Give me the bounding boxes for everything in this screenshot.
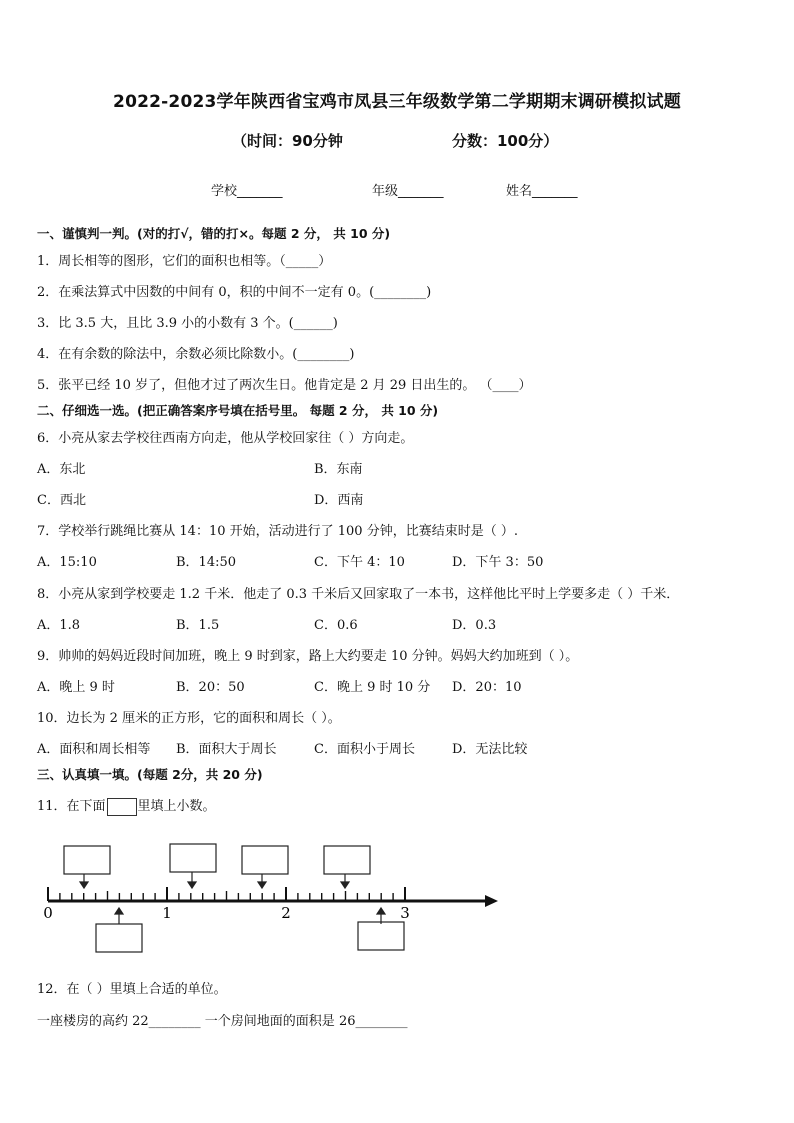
answer-box-top-3[interactable]	[242, 846, 288, 874]
q7-option-b[interactable]: B．14:50	[176, 555, 237, 570]
q9-option-a[interactable]: A．晚上 9 时	[37, 680, 115, 695]
answer-box-bottom-2[interactable]	[358, 922, 404, 950]
q6-option-d[interactable]: D．西南	[314, 493, 364, 508]
question-7: 7．学校举行跳绳比赛从 14：10 开始，活动进行了 100 分钟，比赛结束时是（ ）.	[37, 524, 518, 539]
question-5: 5．张平已经 10 岁了，但他才过了两次生日。他肯定是 2 月 29 日出生的。 （____）	[37, 378, 532, 393]
q10-option-d[interactable]: D．无法比较	[452, 742, 528, 757]
q11-text-after: 里填上小数。	[137, 799, 216, 814]
q9-option-c[interactable]: C．晚上 9 时 10 分	[314, 680, 431, 695]
school-field[interactable]: 学校_______	[211, 184, 283, 199]
numberline-label-2: 2	[281, 904, 291, 922]
answer-box-bottom-1[interactable]	[96, 924, 142, 952]
question-1: 1．周长相等的图形，它们的面积也相等。（_____）	[37, 254, 332, 269]
question-6: 6．小亮从家去学校往西南方向走，他从学校回家往（ ）方向走。	[37, 431, 414, 446]
q9-option-d[interactable]: D．20：10	[452, 680, 522, 695]
answer-box-top-2[interactable]	[170, 844, 216, 872]
name-field[interactable]: 姓名_______	[506, 184, 578, 199]
q8-option-c[interactable]: C．0.6	[314, 618, 358, 633]
q7-option-d[interactable]: D．下午 3：50	[452, 555, 544, 570]
q8-option-b[interactable]: B．1.5	[176, 618, 220, 633]
up-arrows	[115, 908, 385, 924]
answer-box-top-1[interactable]	[64, 846, 110, 874]
numberline-label-1: 1	[162, 904, 172, 922]
q7-option-c[interactable]: C．下午 4：10	[314, 555, 405, 570]
section-2-heading: 二、仔细选一选。(把正确答案序号填在括号里。 每题 2 分， 共 10 分)	[37, 403, 439, 418]
score-label: 分数：100分）	[452, 132, 559, 150]
q9-option-b[interactable]: B．20：50	[176, 680, 245, 695]
question-11	[37, 795, 216, 816]
q10-option-a[interactable]: A．面积和周长相等	[37, 742, 151, 757]
q6-option-a[interactable]: A．东北	[37, 462, 86, 477]
question-3: 3．比 3.5 大，且比 3.9 小的小数有 3 个。(______)	[37, 316, 338, 331]
answer-box-sample	[107, 798, 137, 816]
question-10: 10．边长为 2 厘米的正方形，它的面积和周长（ ）。	[37, 711, 341, 726]
question-9: 9．帅帅的妈妈近段时间加班，晚上 9 时到家，路上大约要走 10 分钟。妈妈大约加班到（ ）。	[37, 649, 579, 664]
question-12-line: 一座楼房的高约 22________ 一个房间地面的面积是 26________	[37, 1014, 408, 1029]
question-8: 8．小亮从家到学校要走 1.2 千米．他走了 0.3 千米后又回家取了一本书，这样他比平时上学要多走（ ）千米．	[37, 587, 680, 602]
q8-option-d[interactable]: D．0.3	[452, 618, 497, 633]
question-4: 4．在有余数的除法中，余数必须比除数小。(________)	[37, 347, 355, 362]
q7-option-a[interactable]: A．15:10	[37, 555, 97, 570]
q6-option-c[interactable]: C．西北	[37, 493, 86, 508]
axis-ticks	[48, 887, 405, 901]
answer-box-top-4[interactable]	[324, 846, 370, 874]
q10-option-b[interactable]: B．面积大于周长	[176, 742, 277, 757]
q10-option-c[interactable]: C．面积小于周长	[314, 742, 415, 757]
page-title: 2022-2023学年陕西省宝鸡市凤县三年级数学第二学期期末调研模拟试题	[113, 92, 681, 112]
numberline-label-0: 0	[43, 904, 53, 922]
number-line-diagram	[40, 838, 510, 956]
question-2: 2．在乘法算式中因数的中间有 0，积的中间不一定有 0。(________)	[37, 285, 432, 300]
q11-text-before: 11．在下面	[37, 799, 106, 814]
down-arrows	[80, 872, 349, 888]
q8-option-a[interactable]: A．1.8	[37, 618, 81, 633]
time-label: （时间：90分钟	[232, 132, 343, 150]
question-12: 12．在（ ）里填上合适的单位。	[37, 982, 227, 997]
axis-arrowhead	[485, 895, 498, 907]
numberline-label-3: 3	[400, 904, 410, 922]
section-1-heading: 一、谨慎判一判。(对的打√，错的打×。每题 2 分， 共 10 分)	[37, 226, 391, 241]
section-3-heading: 三、认真填一填。(每题 2分，共 20 分)	[37, 767, 263, 782]
q6-option-b[interactable]: B．东南	[314, 462, 363, 477]
grade-field[interactable]: 年级_______	[372, 184, 444, 199]
